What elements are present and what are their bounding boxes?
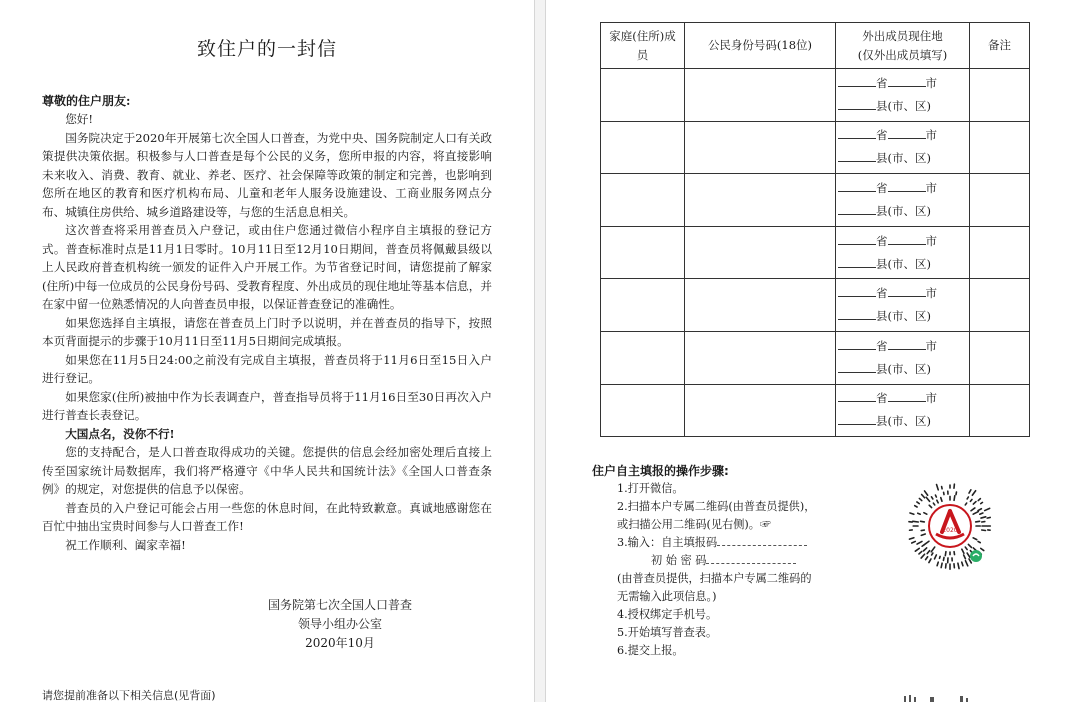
letter-body — [42, 110, 492, 554]
id-number-cell[interactable] — [685, 279, 836, 332]
step-item: 6.提交上报。 — [617, 644, 684, 657]
residence-cell[interactable]: 省 市 县(市、区) — [836, 279, 970, 332]
member-cell[interactable] — [601, 69, 685, 122]
letter-paragraph: 您好! — [65, 112, 94, 126]
signature-block — [240, 596, 440, 653]
residence-cell[interactable]: 省 市 县(市、区) — [836, 69, 970, 122]
header-id-number: 公民身份号码(18位) — [685, 23, 836, 69]
header-current-residence: 外出成员现住地 (仅外出成员填写) — [836, 23, 970, 69]
remarks-cell[interactable] — [970, 226, 1030, 279]
decorative-ticks — [900, 692, 990, 702]
table-row — [601, 121, 1030, 174]
table-row — [601, 174, 1030, 227]
remarks-cell[interactable] — [970, 69, 1030, 122]
mini-program-qr-code-icon[interactable] — [906, 482, 994, 570]
member-cell[interactable] — [601, 226, 685, 279]
residence-cell[interactable]: 省 市 县(市、区) — [836, 226, 970, 279]
svg-text:2020: 2020 — [942, 527, 958, 534]
step-item: 4.授权绑定手机号。 — [617, 608, 718, 621]
password-blank — [706, 552, 796, 564]
remarks-cell[interactable] — [970, 174, 1030, 227]
id-number-cell[interactable] — [685, 226, 836, 279]
table-header-row — [601, 23, 1030, 69]
steps-list — [617, 480, 867, 660]
footnote: 请您提前准备以下相关信息(见背面) — [42, 689, 216, 702]
table-row — [601, 226, 1030, 279]
member-cell[interactable] — [601, 174, 685, 227]
table-row — [601, 69, 1030, 122]
salutation: 尊敬的住户朋友: — [42, 94, 131, 108]
letter-paragraph: 您的支持配合，是人口普查取得成功的关键。您提供的信息会经加密处理后直接上传至国家统计局数据库，我们将严格遵守《中华人民共和国统计法》《全国人口普查条例》的规定，对您提供的信息予以保密。 — [42, 445, 492, 496]
step-item-password: 初 始 密 码 — [617, 552, 867, 570]
table-row — [601, 331, 1030, 384]
letter-paragraph: 这次普查将采用普查员入户登记，或由住户您通过微信小程序自主填报的登记方式。普查标准时点是11月1日零时。10月11日至12月10日期间，普查员将佩戴县级以上人民政府普查机构统一颁发的证件入户开展工作。为节省登记时间，请您提前了解家(住所)中每一位成员的公民身份号码、受教育程度、外出成员的现住地址等基本信息，并在家中留一位熟悉情况的人向普查员申报，以保证普查登记的准确性。 — [42, 223, 492, 311]
member-cell[interactable] — [601, 331, 685, 384]
member-cell[interactable] — [601, 279, 685, 332]
page-gutter — [534, 0, 546, 702]
table-body — [601, 69, 1030, 437]
residence-cell[interactable]: 省 市 县(市、区) — [836, 384, 970, 437]
signature-line: 领导小组办公室 — [297, 617, 382, 631]
remarks-cell[interactable] — [970, 384, 1030, 437]
steps-title: 住户自主填报的操作步骤: — [592, 464, 729, 478]
letter-paragraph: 祝工作顺利、阖家幸福! — [65, 537, 186, 552]
letter-paragraph: 普查员的入户登记可能会占用一些您的休息时间，在此特致歉意。真诚地感谢您在百忙中抽出宝贵时间参与人口普查工作! — [42, 500, 492, 533]
header-member: 家庭(住所)成员 — [601, 23, 685, 69]
table-row — [601, 384, 1030, 437]
id-number-cell[interactable] — [685, 174, 836, 227]
step-item-code: 3.输入：自主填报码 — [617, 534, 867, 552]
self-fill-code-blank — [717, 534, 807, 546]
step-item: (由普查员提供，扫描本户专属二维码的 — [617, 572, 812, 585]
remarks-cell[interactable] — [970, 279, 1030, 332]
id-number-cell[interactable] — [685, 384, 836, 437]
member-cell[interactable] — [601, 121, 685, 174]
letter-paragraph: 如果您在11月5日24:00之前没有完成自主填报，普查员将于11月6日至15日入户进行登记。 — [42, 352, 492, 385]
id-number-cell[interactable] — [685, 69, 836, 122]
letter-title: 致住户的一封信 — [196, 38, 337, 60]
letter-page — [0, 0, 534, 702]
letter-slogan: 大国点名，没你不行! — [65, 426, 175, 441]
id-number-cell[interactable] — [685, 331, 836, 384]
table-row — [601, 279, 1030, 332]
id-number-cell[interactable] — [685, 121, 836, 174]
signature-date: 2020年10月 — [305, 636, 375, 650]
signature-line: 国务院第七次全国人口普查 — [267, 598, 412, 612]
step-item: 1.打开微信。 — [617, 482, 684, 495]
letter-paragraph: 如果您选择自主填报，请您在普查员上门时予以说明，并在普查员的指导下，按照本页背面提示的步骤于10月11日至11月5日期间完成填报。 — [42, 315, 492, 348]
header-remarks: 备注 — [970, 23, 1030, 69]
remarks-cell[interactable] — [970, 121, 1030, 174]
residence-cell[interactable]: 省 市 县(市、区) — [836, 174, 970, 227]
remarks-cell[interactable] — [970, 331, 1030, 384]
step-item: 无需输入此项信息。) — [617, 590, 717, 603]
step-item: 2.扫描本户专属二维码(由普查员提供)， — [617, 500, 816, 513]
member-cell[interactable] — [601, 384, 685, 437]
letter-paragraph: 如果您家(住所)被抽中作为长表调查户，普查指导员将于11月16日至30日再次入户进行普查长表登记。 — [42, 389, 492, 422]
residence-cell[interactable]: 省 市 县(市、区) — [836, 121, 970, 174]
member-info-table — [600, 22, 1030, 437]
residence-cell[interactable]: 省 市 县(市、区) — [836, 331, 970, 384]
step-item: 5.开始填写普查表。 — [617, 626, 718, 639]
letter-paragraph: 国务院决定于2020年开展第七次全国人口普查，为党中央、国务院制定人口有关政策提供决策依据。积极参与人口普查是每个公民的义务，您所申报的内容，将直接影响未来收入、消费、教育、就业、养老、医疗、社会保障等政策的制定和完善，也影响到您所在地区的教育和医疗机构布局、儿童和老年人服务设施建设、工商业服务网点分布、城镇住房供给、城乡道路建设等，与您的生活息息相关。 — [42, 130, 492, 219]
step-item: 或扫描公用二维码(见右侧)。☞ — [617, 518, 772, 531]
